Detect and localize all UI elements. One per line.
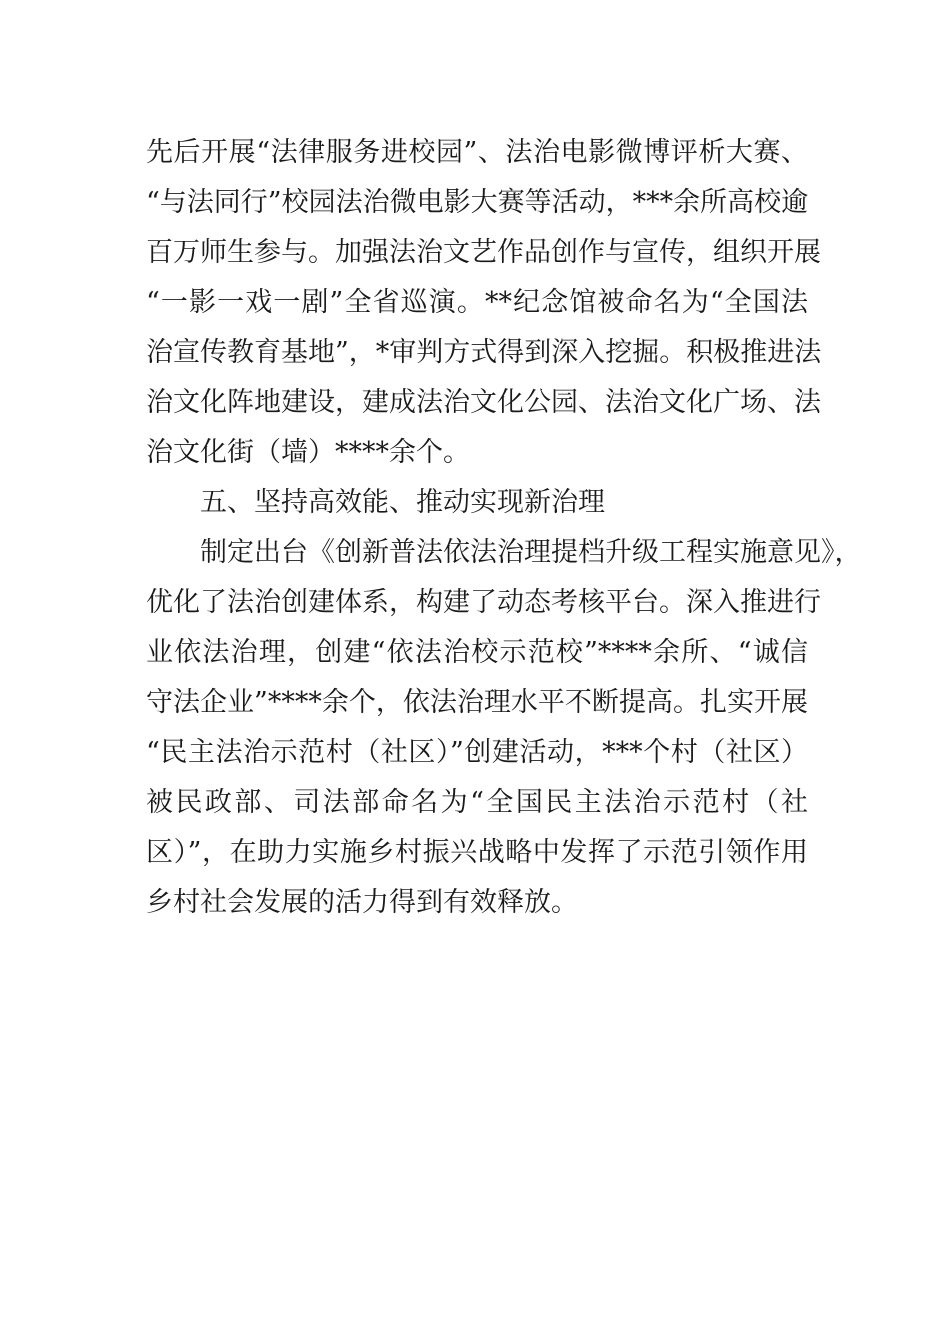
text-line: “民主法治示范村（社区）”创建活动，***个村（社区） (146, 737, 808, 768)
text-line: 治文化街（墙）****余个。 (146, 437, 470, 468)
text-line: 乡村社会发展的活力得到有效释放。 (146, 887, 578, 918)
text-line: 守法企业”****余个，依法治理水平不断提高。扎实开展 (146, 687, 808, 718)
text-line: 制定出台《创新普法依法治理提档升级工程实施意见》， (200, 537, 862, 568)
text-line: 优化了法治创建体系，构建了动态考核平台。深入推进行 (146, 587, 821, 618)
text-line: 治宣传教育基地”，*审判方式得到深入挖掘。积极推进法 (146, 337, 822, 368)
text-line: 区）”，在助力实施乡村振兴战略中发挥了示范引领作用 (146, 837, 808, 868)
text-line: “与法同行”校园法治微电影大赛等活动，***余所高校逾 (146, 187, 809, 218)
document-body (146, 128, 862, 928)
text-line: 先后开展“法律服务进校园”、法治电影微博评析大赛、 (146, 137, 808, 168)
text-line: 治文化阵地建设，建成法治文化公园、法治文化广场、法 (146, 387, 821, 418)
text-line: 业依法治理，创建“依法治校示范校”****余所、“诚信 (146, 637, 808, 668)
text-line: 被民政部、司法部命名为“全国民主法治示范村（社 (146, 787, 808, 818)
text-line: “一影一戏一剧”全省巡演。**纪念馆被命名为“全国法 (146, 287, 808, 318)
text-line: 百万师生参与。加强法治文艺作品创作与宣传，组织开展 (146, 237, 821, 268)
section-heading: 五、坚持高效能、推动实现新治理 (200, 487, 605, 518)
